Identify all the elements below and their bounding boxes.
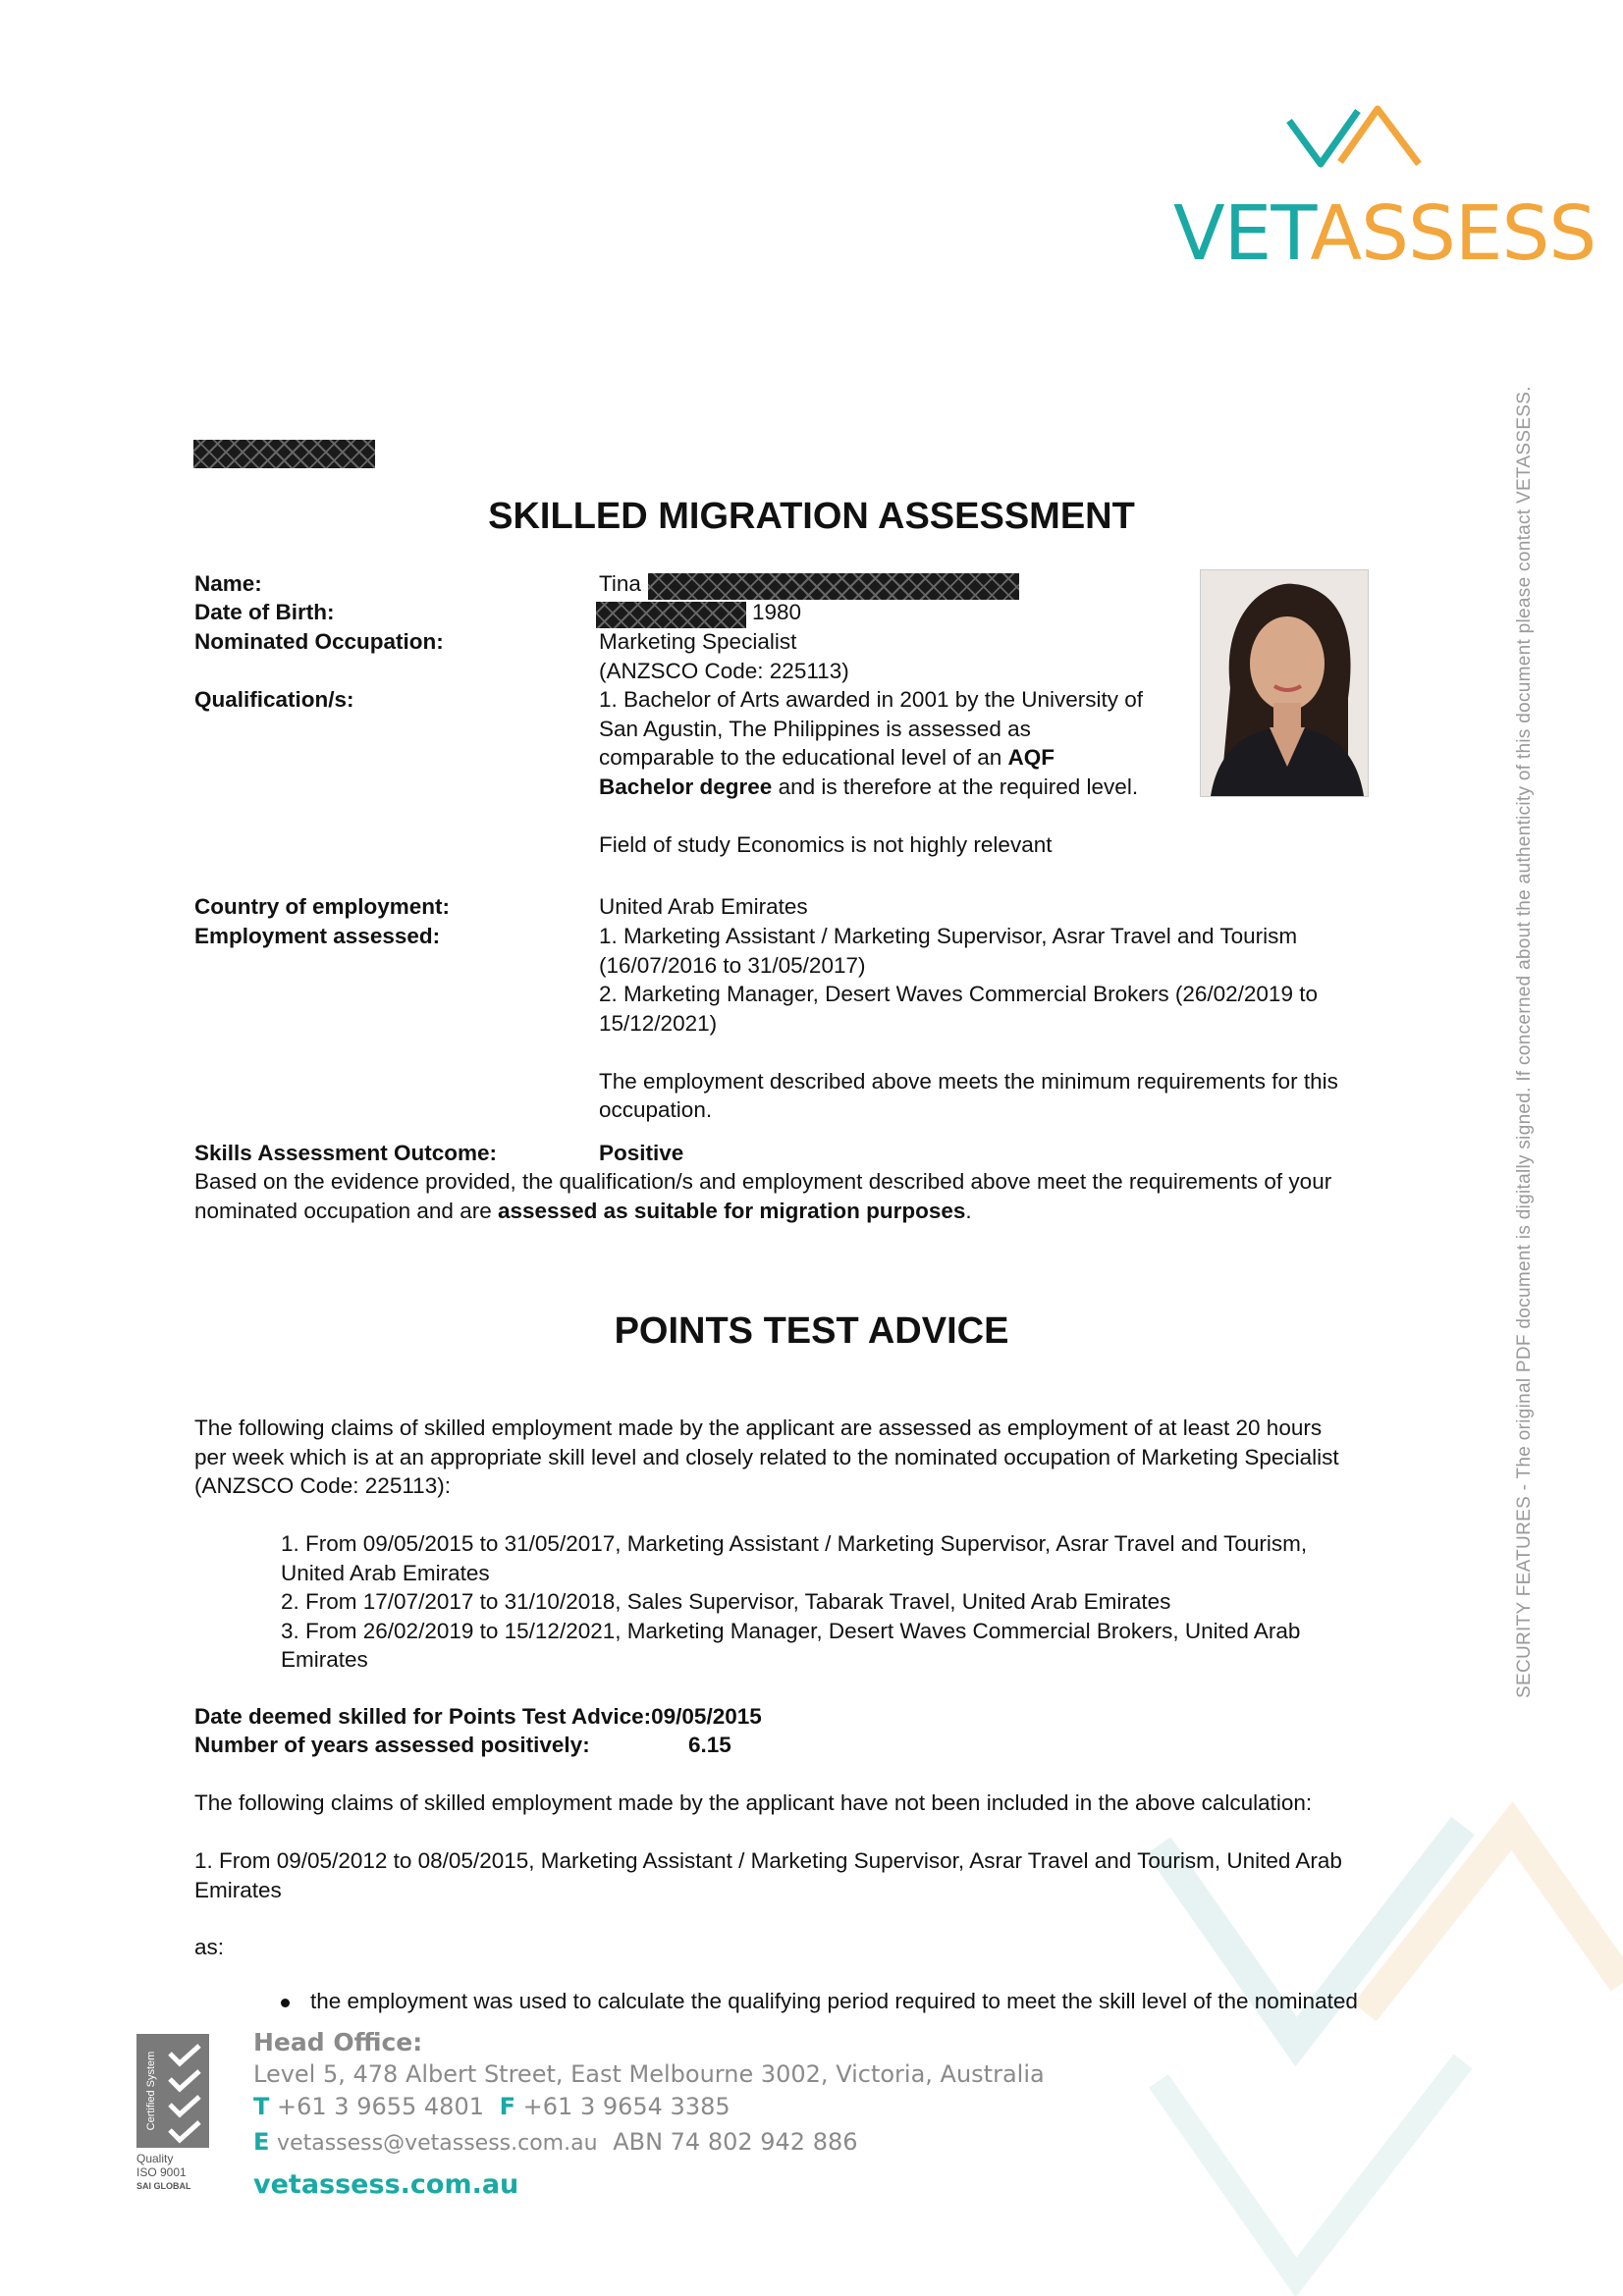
country-label: Country of employment: <box>194 894 451 919</box>
name-value: Tina <box>599 571 641 596</box>
email-link[interactable]: vetassess@vetassess.com.au <box>277 2131 598 2156</box>
bullet-item: the employment was used to calculate the qualifying period required to meet the skill level of the nominated <box>281 1987 1358 2016</box>
occupation-label: Nominated Occupation: <box>194 629 444 654</box>
redacted-surname <box>648 573 1019 600</box>
redacted-reference <box>193 440 375 468</box>
head-office-label: Head Office: <box>253 2028 423 2056</box>
excluded-intro: The following claims of skilled employment made by the applicant have not been included in the above calculation: <box>194 1790 1313 1815</box>
years-value: 6.15 <box>688 1733 731 1757</box>
outcome-basis: Based on the evidence provided, the qualification/s and employment described above meet the requirements of your nominated occupation and are assessed as suitable for migration purposes. <box>194 1169 1332 1223</box>
name-label: Name: <box>194 571 262 596</box>
points-title: POINTS TEST ADVICE <box>614 1310 1009 1352</box>
occupation-value: Marketing Specialist (ANZSCO Code: 225113) <box>599 629 849 683</box>
iso-certification-badge: Certified System Quality ISO 9001 SAI GLOBAL <box>135 2032 213 2199</box>
qualification-value: 1. Bachelor of Arts awarded in 2001 by the University of San Agustin, The Philippines is assessed as comparable to the educational level of an AQF Bachelor degree and is therefore at the required level. <box>599 687 1144 799</box>
outcome-value: Positive <box>599 1141 684 1165</box>
email-abn-row: E vetassess@vetassess.com.au ABN 74 802 942 886 <box>253 2128 858 2156</box>
website-link[interactable]: vetassess.com.au <box>253 2169 519 2200</box>
as-label: as: <box>194 1935 225 1959</box>
assessment-title: SKILLED MIGRATION ASSESSMENT <box>488 496 1135 537</box>
phone-fax-row: T +61 3 9655 4801 F +61 3 9654 3385 <box>253 2093 730 2120</box>
qualification-label: Qualification/s: <box>194 687 354 712</box>
excluded-claim: 1. From 09/05/2012 to 08/05/2015, Marketing Assistant / Marketing Supervisor, Asrar Travel and Tourism, United Arab Emirates <box>194 1848 1342 1902</box>
logo-wordmark: VETASSESS <box>1173 190 1596 278</box>
field-of-study: Field of study Economics is not highly relevant <box>599 832 1053 857</box>
office-address: Level 5, 478 Albert Street, East Melbourne 3002, Victoria, Australia <box>253 2060 1045 2088</box>
points-intro: The following claims of skilled employment made by the applicant are assessed as employment of at least 20 hours per week which is at an appropriate skill level and closely related to the nominated occupation of Marketing Specialist (ANZSCO Code: 225113): <box>194 1415 1339 1498</box>
dob-year: 1980 <box>752 600 802 624</box>
bullet-icon <box>281 1999 290 2007</box>
date-skilled-row: Date deemed skilled for Points Test Advice:09/05/2015 <box>194 1704 762 1729</box>
check-marks-icon <box>166 2042 205 2144</box>
redacted-dob <box>596 602 746 628</box>
security-watermark: SECURITY FEATURES - The original PDF document is digitally signed. If concerned about the authenticity of this document please contact VETASSESS. <box>1514 386 1535 1698</box>
applicant-photo <box>1200 569 1369 797</box>
country-value: United Arab Emirates <box>599 894 808 919</box>
employment-list: 1. Marketing Assistant / Marketing Supervisor, Asrar Travel and Tourism (16/07/2016 to 31/05/2017) 2. Marketing Manager, Desert Waves Commercial Brokers (26/02/2019 to 15/12/2021) The employment described above meets the minimum requirements for this occupation. <box>599 924 1338 1122</box>
employment-label: Employment assessed: <box>194 924 441 948</box>
years-label: Number of years assessed positively: <box>194 1733 590 1757</box>
claims-list: 1. From 09/05/2015 to 31/05/2017, Marketing Assistant / Marketing Supervisor, Asrar Travel and Tourism, United Arab Emirates 2. From 17/07/2017 to 31/10/2018, Sales Supervisor, Tabarak Travel, United Arab Emirates 3. From 26/02/2019 to 15/12/2021, Marketing Manager, Desert Waves Commercial Brokers, United Arab Emirates <box>281 1531 1308 1672</box>
logo-chevron-icon <box>1281 93 1429 196</box>
cert-system-box: Certified System <box>136 2034 209 2148</box>
outcome-label: Skills Assessment Outcome: <box>194 1141 498 1165</box>
dob-label: Date of Birth: <box>194 600 335 624</box>
vetassess-logo <box>1173 93 1596 280</box>
